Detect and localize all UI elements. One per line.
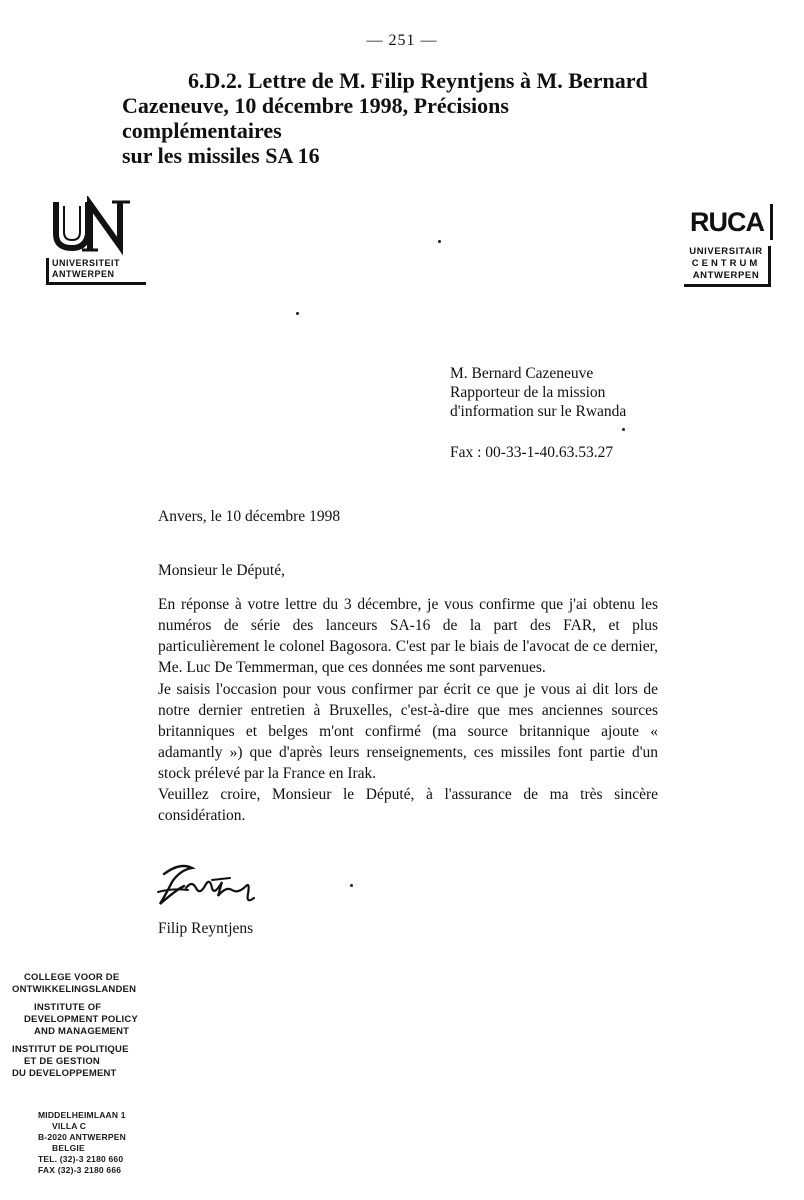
ruca-logo-line-1: UNIVERSITAIR bbox=[689, 246, 763, 257]
stamp-address-4: BELGIE bbox=[52, 1143, 85, 1153]
letter-paragraph-3: Veuillez croire, Monsieur le Député, à l'assurance de ma très sincère considération. bbox=[158, 786, 658, 824]
institute-stamp bbox=[12, 972, 162, 1176]
letter-date: Anvers, le 10 décembre 1998 bbox=[158, 508, 341, 525]
stamp-line-en-1: INSTITUTE OF bbox=[34, 1002, 102, 1013]
heading-line-3: sur les missiles SA 16 bbox=[122, 143, 320, 168]
stamp-address-1: MIDDELHEIMLAAN 1 bbox=[38, 1110, 126, 1120]
stamp-line-en-2: DEVELOPMENT POLICY bbox=[24, 1014, 138, 1025]
stamp-line-nl-2: ONTWIKKELINGSLANDEN bbox=[12, 984, 137, 995]
stamp-line-en-3: AND MANAGEMENT bbox=[34, 1026, 130, 1037]
scan-speck bbox=[296, 312, 299, 315]
stamp-address-2: VILLA C bbox=[52, 1121, 87, 1131]
ruca-logo-text bbox=[684, 246, 771, 287]
recipient-fax: Fax : 00-33-1-40.63.53.27 bbox=[450, 444, 614, 461]
recipient-mission: d'information sur le Rwanda bbox=[450, 403, 627, 420]
document-heading bbox=[122, 68, 652, 168]
stamp-line-fr-2: ET DE GESTION bbox=[24, 1056, 100, 1067]
stamp-tel: TEL. (32)-3 2180 660 bbox=[38, 1154, 124, 1164]
scan-speck bbox=[438, 240, 441, 243]
stamp-line-fr-3: DU DEVELOPPEMENT bbox=[12, 1068, 117, 1079]
page-number: — 251 — bbox=[366, 32, 438, 49]
stamp-line-nl-1: COLLEGE VOOR DE bbox=[24, 972, 120, 983]
ruca-logo bbox=[680, 200, 772, 296]
ua-logo-text bbox=[46, 258, 146, 285]
recipient-role: Rapporteur de la mission bbox=[450, 384, 606, 401]
handwritten-signature bbox=[150, 860, 270, 912]
recipient-block bbox=[450, 364, 710, 462]
ruca-logo-line-3: ANTWERPEN bbox=[692, 270, 760, 281]
ruca-logo-line-2: CENTRUM bbox=[691, 258, 761, 269]
salutation: Monsieur le Député, bbox=[158, 562, 285, 579]
scan-speck bbox=[622, 428, 625, 431]
letter-paragraph-2: Je saisis l'occasion pour vous confirmer par écrit ce que je vous ai dit lors de notre dernier entretien à Bruxelles, c'est-à-dire que mes anciennes sources britanniques et belges m'ont confirmé (ma source britannique ajoute « adamantly ») que d'après leurs renseignements, ces missiles font partie d'un stock prélevé par la France en Irak. bbox=[158, 681, 658, 782]
ruca-wordmark: RUCA bbox=[684, 204, 773, 240]
scan-speck bbox=[350, 884, 353, 887]
stamp-line-fr-1: INSTITUT DE POLITIQUE bbox=[12, 1044, 129, 1055]
stamp-address-3: B-2020 ANTWERPEN bbox=[38, 1132, 126, 1142]
letter-paragraph-1: En réponse à votre lettre du 3 décembre, je vous confirme que j'ai obtenu les numéros de série des lanceurs SA-16 de la part des FAR, et plus particulièrement le colonel Bagosora. C'est par le biais de l'avocat de ce dernier, Me. Luc De Temmerman, que ces données me sont parvenues. bbox=[158, 596, 658, 676]
stamp-fax: FAX (32)-3 2180 666 bbox=[38, 1165, 122, 1175]
universiteit-antwerpen-logo bbox=[44, 194, 140, 292]
ua-monogram-icon bbox=[50, 196, 136, 256]
recipient-name: M. Bernard Cazeneuve bbox=[450, 365, 594, 382]
heading-line-1: 6.D.2. Lettre de M. Filip Reyntjens à M. Bernard bbox=[188, 68, 648, 93]
stamp-address bbox=[12, 1110, 162, 1176]
signer-name: Filip Reyntjens bbox=[158, 920, 254, 937]
heading-line-2: Cazeneuve, 10 décembre 1998, Précisions complémentaires bbox=[122, 93, 509, 143]
ua-logo-line-2: ANTWERPEN bbox=[52, 269, 115, 279]
ua-logo-line-1: UNIVERSITEIT bbox=[52, 258, 121, 268]
